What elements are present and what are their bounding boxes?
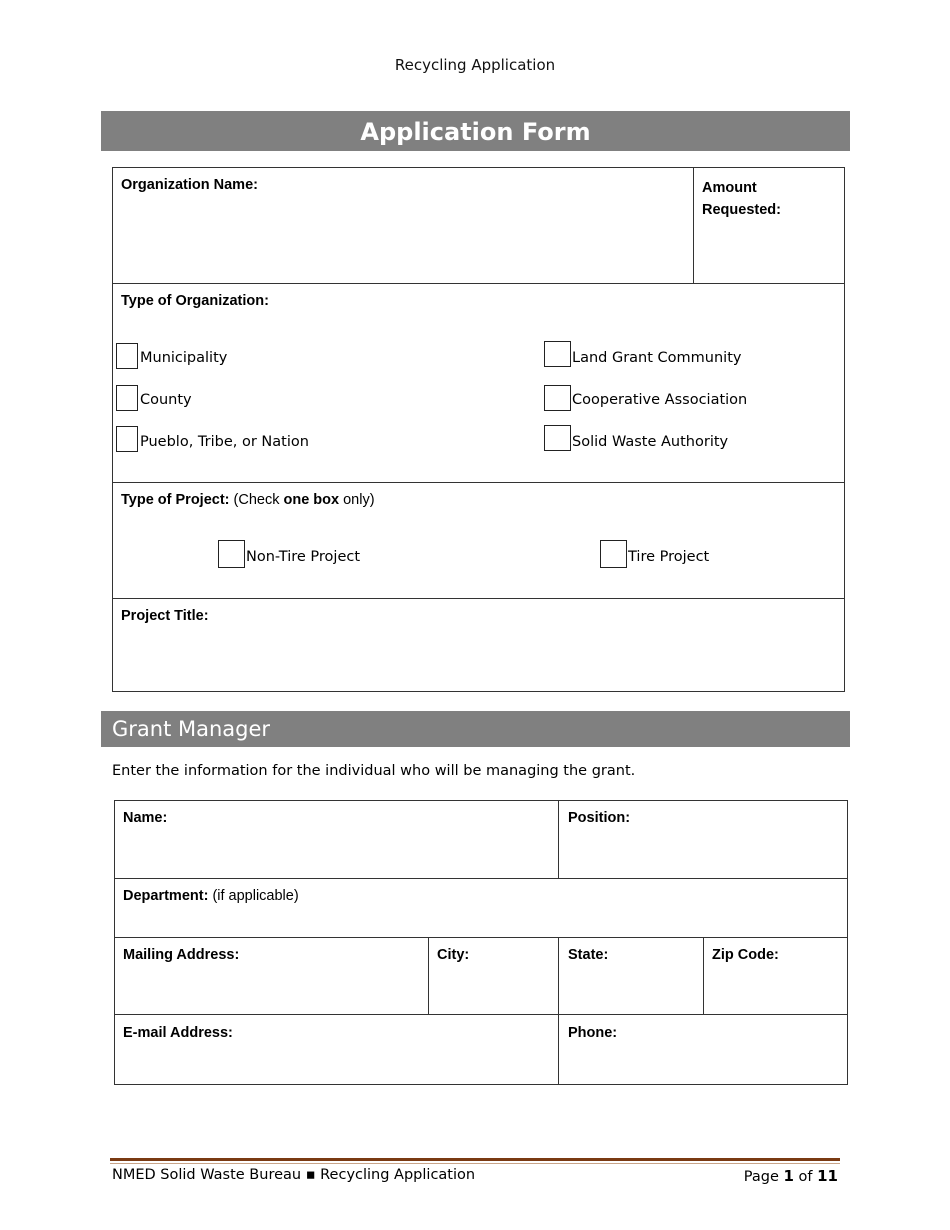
gm-department-note: (if applicable)	[212, 888, 299, 904]
gm-name-label: Name:	[123, 810, 168, 826]
gm-row-divider-3	[114, 1014, 848, 1015]
page-number	[744, 1167, 838, 1185]
page-of: of	[793, 1169, 818, 1185]
gm-row-divider-1	[114, 878, 848, 879]
org-name-field[interactable]	[113, 205, 691, 281]
gm-department-label-text: Department:	[123, 888, 209, 904]
gm-email-field[interactable]	[115, 1047, 557, 1083]
gm-department-field[interactable]	[115, 910, 846, 936]
gm-position-field[interactable]	[560, 832, 846, 877]
project-type-note-2: only)	[339, 492, 375, 508]
org-type-municipality: Municipality	[140, 350, 228, 366]
checkbox-pueblo-tribe-nation[interactable]	[116, 426, 138, 452]
project-type-non-tire: Non-Tire Project	[246, 549, 361, 565]
gm-city-field[interactable]	[430, 970, 557, 1013]
gm-col-divider-zip	[703, 937, 704, 1015]
running-header: Recycling Application	[394, 56, 556, 74]
row-divider-3	[112, 598, 845, 599]
footer-rule	[110, 1158, 840, 1161]
gm-name-field[interactable]	[115, 832, 557, 877]
org-type-solid-waste: Solid Waste Authority	[572, 434, 729, 450]
checkbox-land-grant[interactable]	[544, 341, 571, 367]
gm-col-divider-name	[558, 800, 559, 879]
org-type-cooperative: Cooperative Association	[572, 392, 748, 408]
checkbox-non-tire[interactable]	[218, 540, 245, 568]
page-current: 1	[783, 1167, 794, 1185]
checkbox-county[interactable]	[116, 385, 138, 411]
grant-manager-heading: Grant Manager	[101, 711, 850, 747]
amount-requested-field[interactable]	[695, 222, 843, 280]
project-type-tire: Tire Project	[628, 549, 710, 565]
gm-city-label: City:	[437, 947, 470, 963]
org-type-county: County	[140, 392, 192, 408]
checkbox-tire[interactable]	[600, 540, 627, 568]
org-name-label: Organization Name:	[121, 177, 258, 193]
gm-department-label	[123, 888, 299, 904]
gm-phone-label: Phone:	[568, 1025, 618, 1041]
gm-email-label: E-mail Address:	[123, 1025, 233, 1041]
gm-zip-label: Zip Code:	[712, 947, 779, 963]
project-title-field[interactable]	[113, 630, 844, 690]
gm-row-divider-2	[114, 937, 848, 938]
page-prefix: Page	[743, 1169, 784, 1185]
form-title: Application Form	[101, 111, 850, 151]
gm-zip-field[interactable]	[705, 970, 846, 1013]
org-type-pueblo: Pueblo, Tribe, or Nation	[140, 434, 309, 450]
project-type-label	[121, 492, 375, 508]
gm-col-divider-state	[558, 937, 559, 1085]
row-divider-2	[112, 482, 845, 483]
gm-col-divider-city	[428, 937, 429, 1015]
gm-state-label: State:	[568, 947, 609, 963]
gm-mailing-label: Mailing Address:	[123, 947, 240, 963]
row-divider-1	[112, 283, 845, 284]
checkbox-municipality[interactable]	[116, 343, 138, 369]
project-title-label: Project Title:	[121, 608, 209, 624]
project-type-note-bold: one box	[283, 492, 340, 508]
checkbox-solid-waste-authority[interactable]	[544, 425, 571, 451]
amount-divider	[693, 167, 694, 284]
gm-state-field[interactable]	[560, 970, 702, 1013]
checkbox-cooperative[interactable]	[544, 385, 571, 411]
project-type-note-1: (Check	[233, 492, 284, 508]
page-total: 11	[817, 1167, 838, 1185]
gm-position-label: Position:	[568, 810, 631, 826]
org-type-label: Type of Organization:	[121, 293, 269, 309]
footer-text: NMED Solid Waste Bureau ▪ Recycling Application	[112, 1167, 476, 1183]
org-type-land-grant: Land Grant Community	[572, 350, 742, 366]
footer-rule-thin	[110, 1163, 840, 1164]
grant-manager-instructions: Enter the information for the individual who will be managing the grant.	[112, 763, 636, 779]
gm-mailing-field[interactable]	[115, 970, 427, 1013]
gm-phone-field[interactable]	[560, 1047, 846, 1083]
project-type-label-text: Type of Project:	[121, 492, 230, 508]
amount-requested-label: Amount Requested:	[702, 180, 781, 218]
